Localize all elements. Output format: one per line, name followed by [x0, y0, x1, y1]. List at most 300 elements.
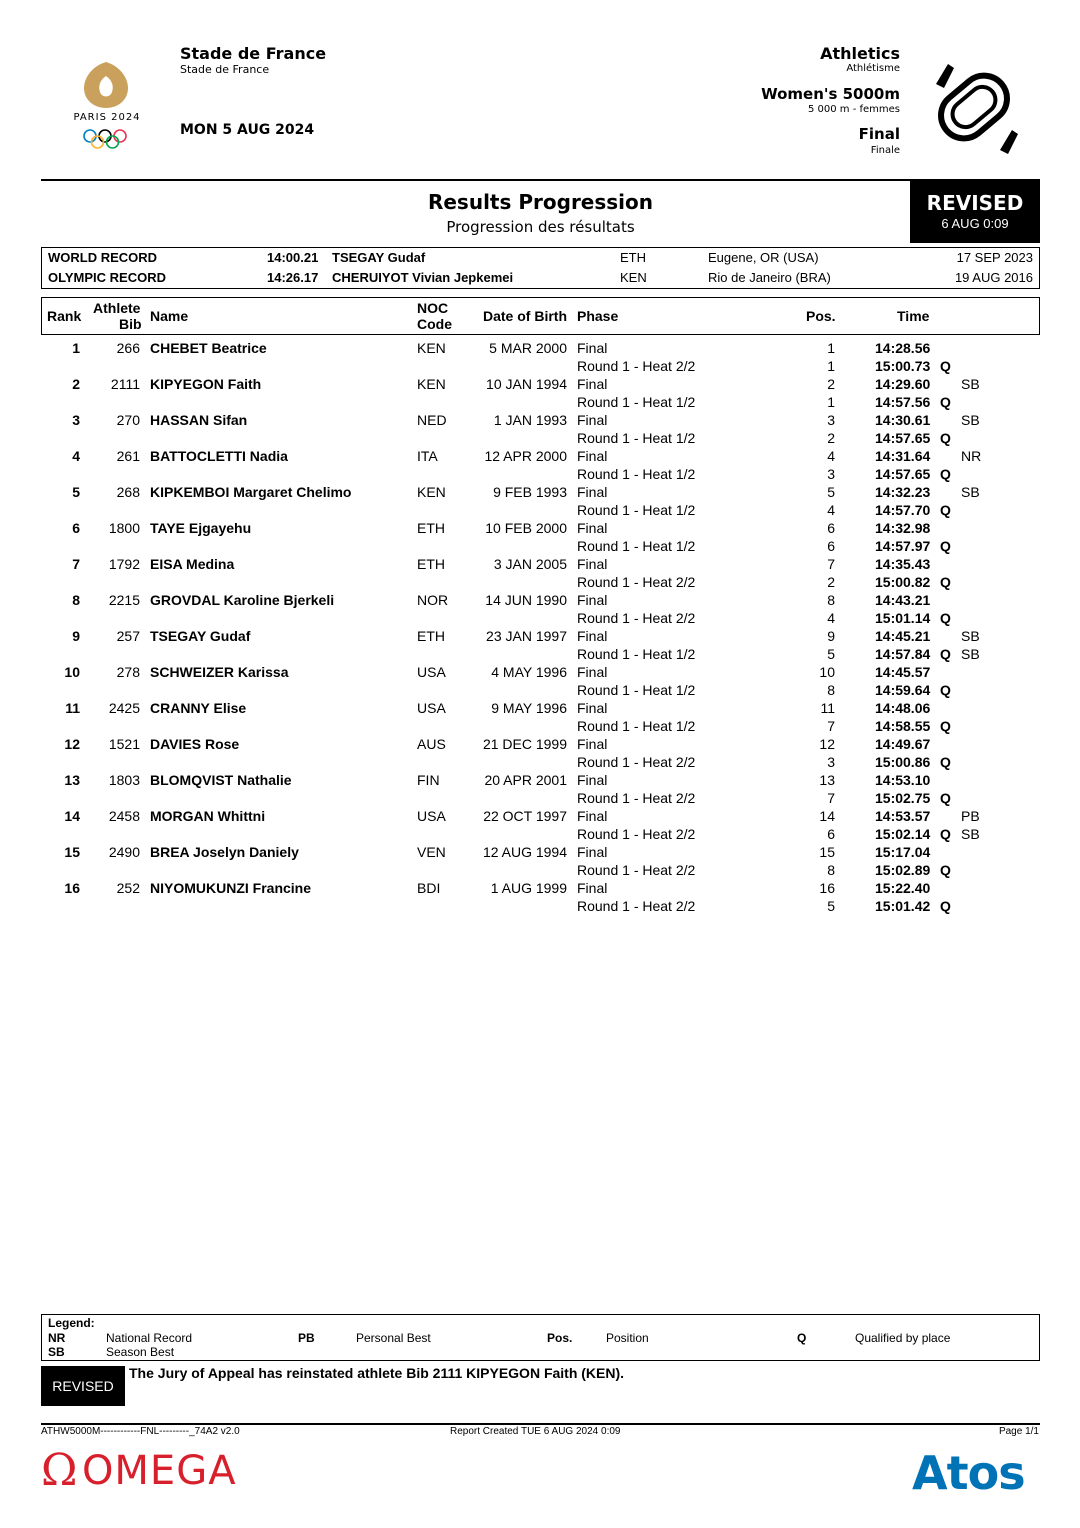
record-cell: SB [961, 412, 980, 428]
noc-cell: KEN [417, 340, 446, 356]
table-row [41, 412, 1040, 430]
time-cell: 15:22.40 [875, 880, 931, 896]
games-label: PARIS 2024 [73, 112, 141, 123]
phase-cell: Round 1 - Heat 2/2 [577, 754, 696, 770]
table-row-secondary [41, 466, 1040, 484]
rank-cell: 13 [64, 772, 80, 788]
pos-cell: 11 [820, 700, 835, 716]
record-cell: SB [961, 826, 980, 842]
pos-cell: 15 [819, 844, 835, 860]
rank-cell: 8 [72, 592, 80, 608]
qualification-cell: Q [940, 358, 951, 374]
phase-cell: Final [577, 412, 608, 428]
table-row-secondary [41, 610, 1040, 628]
revised-status-badge [910, 181, 1040, 243]
legend-abbr: Pos. [547, 1331, 573, 1345]
revised-label: REVISED [926, 191, 1024, 215]
pos-cell: 16 [819, 880, 835, 896]
rank-cell: 4 [72, 448, 80, 464]
qualification-cell: Q [940, 574, 951, 590]
dob-cell: 5 MAR 2000 [489, 340, 567, 356]
qualification-cell: Q [940, 862, 951, 878]
report-title: Results Progression [427, 190, 654, 214]
footer-divider [41, 1423, 1040, 1425]
table-row [41, 664, 1040, 682]
qualification-cell: Q [940, 754, 951, 770]
phase-cell: Round 1 - Heat 1/2 [577, 430, 696, 446]
record-label: OLYMPIC RECORD [48, 270, 166, 285]
qualification-cell: Q [940, 538, 951, 554]
name-cell: HASSAN Sifan [150, 412, 248, 428]
record-date: 19 AUG 2016 [954, 270, 1033, 285]
table-row-secondary [41, 502, 1040, 520]
rank-cell: 9 [72, 628, 80, 644]
bib-cell: 252 [116, 880, 140, 896]
name-cell: BLOMQVIST Nathalie [150, 772, 292, 788]
col-phase: Phase [577, 308, 619, 324]
time-cell: 14:43.21 [875, 592, 931, 608]
time-cell: 14:53.57 [875, 808, 931, 824]
dob-cell: 21 DEC 1999 [482, 736, 567, 752]
legend-abbr: SB [48, 1345, 65, 1359]
document-code: ATHW5000M------------FNL---------_74A2 v2.0 [41, 1426, 240, 1437]
pos-cell: 4 [827, 502, 835, 518]
record-holder: TSEGAY Gudaf [332, 250, 426, 265]
record-time: 14:26.17 [267, 270, 319, 285]
qualification-cell: Q [940, 790, 951, 806]
time-cell: 14:53.10 [875, 772, 931, 788]
table-row-secondary [41, 898, 1040, 916]
name-cell: CRANNY Elise [150, 700, 247, 716]
bib-cell: 278 [116, 664, 140, 680]
rank-cell: 6 [72, 520, 80, 536]
bib-cell: 1792 [108, 556, 140, 572]
legend-box [41, 1314, 1040, 1361]
legend-abbr: Q [797, 1331, 807, 1345]
table-row [41, 448, 1040, 466]
record-noc: ETH [620, 250, 646, 265]
report-created: Report Created TUE 6 AUG 2024 0:09 [450, 1426, 621, 1437]
time-cell: 15:00.82 [875, 574, 931, 590]
phase-cell: Round 1 - Heat 2/2 [577, 790, 696, 806]
time-cell: 15:17.04 [875, 844, 931, 860]
record-noc: KEN [620, 270, 647, 285]
pos-cell: 5 [827, 646, 835, 662]
phase-cell: Final [577, 664, 608, 680]
phase-cell: Final [577, 736, 608, 752]
dob-cell: 10 FEB 2000 [485, 520, 567, 536]
pos-cell: 2 [827, 376, 835, 392]
phase-cell: Round 1 - Heat 1/2 [577, 682, 696, 698]
name-cell: MORGAN Whittni [150, 808, 266, 824]
name-cell: EISA Medina [150, 556, 235, 572]
dob-cell: 4 MAY 1996 [491, 664, 567, 680]
table-row-secondary [41, 430, 1040, 448]
phase-cell: Round 1 - Heat 1/2 [577, 646, 696, 662]
qualification-cell: Q [940, 682, 951, 698]
phase-cell: Final [577, 628, 608, 644]
time-cell: 15:02.14 [875, 826, 931, 842]
pos-cell: 7 [827, 790, 835, 806]
dob-cell: 20 APR 2001 [484, 772, 567, 788]
pos-cell: 6 [827, 520, 835, 536]
pos-cell: 6 [827, 826, 835, 842]
bib-cell: 2111 [110, 376, 140, 392]
phase-cell: Round 1 - Heat 1/2 [577, 718, 696, 734]
olympic-record-row [42, 268, 1039, 288]
venue-title: Stade de France [180, 44, 327, 63]
phase-cell: Round 1 - Heat 2/2 [577, 862, 696, 878]
name-cell: NIYOMUKUNZI Francine [150, 880, 312, 896]
col-rank: Rank [47, 308, 82, 324]
event-title: Women's 5000m [761, 85, 900, 103]
legend-title: Legend: [48, 1316, 95, 1330]
noc-cell: ETH [417, 556, 445, 572]
table-row-secondary [41, 754, 1040, 772]
header-divider [41, 179, 1040, 181]
phase-title: Final [858, 125, 900, 143]
name-cell: GROVDAL Karoline Bjerkeli [150, 592, 335, 608]
dob-cell: 1 AUG 1999 [490, 880, 567, 896]
venue-subtitle: Stade de France [180, 63, 270, 76]
name-cell: BREA Joselyn Daniely [150, 844, 299, 860]
bib-cell: 266 [116, 340, 140, 356]
table-row-secondary [41, 790, 1040, 808]
pos-cell: 4 [827, 448, 835, 464]
pos-cell: 8 [827, 592, 835, 608]
paris-2024-logo [62, 58, 162, 154]
legend-desc: National Record [106, 1331, 193, 1345]
phase-cell: Final [577, 592, 608, 608]
record-cell: SB [961, 628, 980, 644]
phase-cell: Final [577, 340, 608, 356]
records-box [41, 247, 1040, 289]
time-cell: 14:57.97 [875, 538, 931, 554]
dob-cell: 9 FEB 1993 [493, 484, 567, 500]
phase-cell: Round 1 - Heat 2/2 [577, 574, 696, 590]
time-cell: 14:49.67 [875, 736, 931, 752]
dob-cell: 9 MAY 1996 [491, 700, 567, 716]
bib-cell: 257 [116, 628, 140, 644]
qualification-cell: Q [940, 826, 951, 842]
phase-cell: Round 1 - Heat 2/2 [577, 898, 696, 914]
qualification-cell: Q [940, 610, 951, 626]
bib-cell: 2425 [108, 700, 140, 716]
bib-cell: 1800 [108, 520, 140, 536]
time-cell: 14:57.65 [875, 430, 931, 446]
phase-cell: Final [577, 844, 608, 860]
table-row-secondary [41, 538, 1040, 556]
table-row [41, 772, 1040, 790]
noc-cell: KEN [417, 484, 446, 500]
col-bib-line1: Athlete [93, 300, 141, 316]
legend-desc: Season Best [106, 1345, 175, 1359]
pos-cell: 1 [827, 394, 835, 410]
event-subtitle: 5 000 m - femmes [807, 104, 900, 115]
phase-cell: Final [577, 484, 608, 500]
rank-cell: 7 [72, 556, 80, 572]
page-number: Page 1/1 [998, 1426, 1039, 1437]
record-cell: SB [961, 376, 980, 392]
bib-cell: 1803 [108, 772, 140, 788]
name-cell: CHEBET Beatrice [150, 340, 267, 356]
legend-desc: Personal Best [356, 1331, 431, 1345]
bib-cell: 270 [116, 412, 140, 428]
phase-cell: Round 1 - Heat 2/2 [577, 826, 696, 842]
phase-cell: Final [577, 880, 608, 896]
time-cell: 14:29.60 [875, 376, 931, 392]
table-row [41, 808, 1040, 826]
time-cell: 14:48.06 [875, 700, 931, 716]
phase-cell: Final [577, 700, 608, 716]
bib-cell: 2490 [108, 844, 140, 860]
bib-cell: 1521 [108, 736, 140, 752]
phase-cell: Final [577, 772, 608, 788]
phase-cell: Final [577, 520, 608, 536]
phase-cell: Round 1 - Heat 2/2 [577, 358, 696, 374]
pos-cell: 5 [827, 898, 835, 914]
table-row [41, 700, 1040, 718]
rank-cell: 3 [72, 412, 80, 428]
name-cell: DAVIES Rose [150, 736, 240, 752]
table-row [41, 556, 1040, 574]
pos-cell: 9 [827, 628, 835, 644]
col-name: Name [150, 308, 189, 324]
qualification-cell: Q [940, 394, 951, 410]
pos-cell: 6 [827, 538, 835, 554]
bib-cell: 2215 [108, 592, 140, 608]
qualification-cell: Q [940, 718, 951, 734]
noc-cell: USA [417, 700, 446, 716]
legend-desc: Position [606, 1331, 649, 1345]
phase-cell: Final [577, 556, 608, 572]
bib-cell: 261 [116, 448, 140, 464]
time-cell: 15:02.75 [875, 790, 931, 806]
omega-wordmark: OMEGA [81, 1448, 237, 1494]
pos-cell: 8 [827, 682, 835, 698]
col-time: Time [897, 308, 930, 324]
time-cell: 15:00.86 [875, 754, 931, 770]
pos-cell: 3 [827, 412, 835, 428]
table-row-secondary [41, 394, 1040, 412]
time-cell: 14:31.64 [875, 448, 931, 464]
qualification-cell: Q [940, 430, 951, 446]
pos-cell: 4 [827, 610, 835, 626]
noc-cell: NED [417, 412, 447, 428]
pos-cell: 3 [827, 466, 835, 482]
dob-cell: 22 OCT 1997 [483, 808, 567, 824]
olympic-rings-icon [82, 128, 132, 150]
revision-note: The Jury of Appeal has reinstated athlete Bib 2111 KIPYEGON Faith (KEN). [129, 1365, 625, 1381]
dob-cell: 23 JAN 1997 [486, 628, 567, 644]
rank-cell: 2 [72, 376, 80, 392]
col-noc-line2: Code [417, 316, 452, 332]
name-cell: KIPKEMBOI Margaret Chelimo [150, 484, 352, 500]
phase-cell: Round 1 - Heat 1/2 [577, 466, 696, 482]
record-place: Eugene, OR (USA) [708, 250, 819, 265]
col-noc-line1: NOC [417, 300, 449, 316]
record-label: WORLD RECORD [48, 250, 158, 265]
pos-cell: 2 [827, 430, 835, 446]
table-row-secondary [41, 682, 1040, 700]
noc-cell: AUS [417, 736, 446, 752]
time-cell: 14:30.61 [875, 412, 931, 428]
record-cell: SB [961, 646, 980, 662]
rank-cell: 16 [64, 880, 80, 896]
time-cell: 15:01.42 [875, 898, 931, 914]
col-pos: Pos. [806, 308, 836, 324]
omega-symbol-icon: Ω [41, 1445, 78, 1496]
pos-cell: 13 [819, 772, 835, 788]
noc-cell: ETH [417, 520, 445, 536]
phase-cell: Final [577, 808, 608, 824]
dob-cell: 3 JAN 2005 [493, 556, 567, 572]
atos-logo [912, 1446, 1025, 1500]
phase-cell: Round 1 - Heat 1/2 [577, 502, 696, 518]
sport-title: Athletics [820, 44, 900, 63]
col-bib-line2: Bib [119, 316, 142, 332]
time-cell: 14:28.56 [875, 340, 931, 356]
noc-cell: FIN [417, 772, 440, 788]
pos-cell: 3 [827, 754, 835, 770]
table-row [41, 376, 1040, 394]
name-cell: TAYE Ejgayehu [150, 520, 252, 536]
sport-subtitle: Athlétisme [846, 63, 900, 74]
bib-cell: 268 [116, 484, 140, 500]
revised-note-tag: REVISED [41, 1366, 125, 1406]
time-cell: 14:57.84 [875, 646, 931, 662]
record-date: 17 SEP 2023 [956, 250, 1033, 265]
athletics-pictogram-icon [924, 54, 1024, 160]
table-row [41, 844, 1040, 862]
rank-cell: 14 [64, 808, 80, 824]
rank-cell: 1 [72, 340, 80, 356]
dob-cell: 1 JAN 1993 [493, 412, 567, 428]
world-record-row [42, 248, 1039, 268]
event-date: MON 5 AUG 2024 [180, 122, 315, 138]
time-cell: 14:32.98 [875, 520, 931, 536]
omega-logo [41, 1445, 237, 1496]
atos-wordmark: Atos [912, 1446, 1025, 1500]
noc-cell: USA [417, 664, 446, 680]
table-row [41, 628, 1040, 646]
pos-cell: 7 [827, 556, 835, 572]
time-cell: 14:57.56 [875, 394, 931, 410]
legend-desc: Qualified by place [855, 1331, 951, 1345]
time-cell: 14:35.43 [875, 556, 931, 572]
noc-cell: USA [417, 808, 446, 824]
record-cell: PB [961, 808, 980, 824]
rank-cell: 15 [64, 844, 80, 860]
time-cell: 14:45.57 [875, 664, 931, 680]
rank-cell: 10 [64, 664, 80, 680]
record-place: Rio de Janeiro (BRA) [708, 270, 831, 285]
pos-cell: 1 [827, 340, 835, 356]
time-cell: 15:00.73 [875, 358, 931, 374]
time-cell: 14:57.70 [875, 502, 931, 518]
bib-cell: 2458 [108, 808, 140, 824]
phase-cell: Final [577, 448, 608, 464]
phase-cell: Final [577, 376, 608, 392]
rank-cell: 11 [65, 700, 80, 716]
phase-cell: Round 1 - Heat 1/2 [577, 394, 696, 410]
time-cell: 14:59.64 [875, 682, 931, 698]
noc-cell: ETH [417, 628, 445, 644]
rank-cell: 12 [64, 736, 80, 752]
time-cell: 14:32.23 [875, 484, 931, 500]
name-cell: TSEGAY Gudaf [150, 628, 251, 644]
legend-abbr: PB [298, 1331, 315, 1345]
time-cell: 15:02.89 [875, 862, 931, 878]
dob-cell: 10 JAN 1994 [486, 376, 567, 392]
record-cell: SB [961, 484, 980, 500]
results-table-header [41, 297, 1040, 335]
qualification-cell: Q [940, 646, 951, 662]
pos-cell: 5 [827, 484, 835, 500]
table-row [41, 592, 1040, 610]
dob-cell: 12 APR 2000 [484, 448, 567, 464]
qualification-cell: Q [940, 502, 951, 518]
qualification-cell: Q [940, 898, 951, 914]
table-row-secondary [41, 574, 1040, 592]
report-subtitle: Progression des résultats [446, 218, 635, 236]
rank-cell: 5 [72, 484, 80, 500]
table-row [41, 520, 1040, 538]
table-row [41, 880, 1040, 898]
table-row-secondary [41, 862, 1040, 880]
table-row-secondary [41, 826, 1040, 844]
noc-cell: VEN [417, 844, 446, 860]
name-cell: BATTOCLETTI Nadia [150, 448, 288, 464]
revised-time: 6 AUG 0:09 [941, 216, 1009, 231]
name-cell: KIPYEGON Faith [150, 376, 262, 392]
pos-cell: 1 [827, 358, 835, 374]
qualification-cell: Q [940, 466, 951, 482]
noc-cell: ITA [417, 448, 438, 464]
name-cell: SCHWEIZER Karissa [150, 664, 289, 680]
table-row [41, 340, 1040, 358]
noc-cell: BDI [417, 880, 441, 896]
phase-cell: Round 1 - Heat 2/2 [577, 610, 696, 626]
record-cell: NR [961, 448, 982, 464]
table-row-secondary [41, 358, 1040, 376]
table-row-secondary [41, 646, 1040, 664]
pos-cell: 2 [827, 574, 835, 590]
pos-cell: 12 [819, 736, 835, 752]
record-holder: CHERUIYOT Vivian Jepkemei [332, 270, 514, 285]
phase-cell: Round 1 - Heat 1/2 [577, 538, 696, 554]
time-cell: 14:57.65 [875, 466, 931, 482]
dob-cell: 14 JUN 1990 [485, 592, 567, 608]
time-cell: 14:58.55 [875, 718, 931, 734]
legend-abbr: NR [48, 1331, 66, 1345]
record-time: 14:00.21 [267, 250, 319, 265]
time-cell: 14:45.21 [875, 628, 931, 644]
noc-cell: KEN [417, 376, 446, 392]
table-row [41, 484, 1040, 502]
time-cell: 15:01.14 [875, 610, 931, 626]
dob-cell: 12 AUG 1994 [482, 844, 567, 860]
phase-subtitle: Finale [870, 145, 900, 156]
col-dob: Date of Birth [483, 308, 567, 324]
table-row [41, 736, 1040, 754]
table-row-secondary [41, 718, 1040, 736]
noc-cell: NOR [417, 592, 449, 608]
pos-cell: 8 [827, 862, 835, 878]
pos-cell: 7 [827, 718, 835, 734]
pos-cell: 14 [819, 808, 835, 824]
pos-cell: 10 [819, 664, 835, 680]
